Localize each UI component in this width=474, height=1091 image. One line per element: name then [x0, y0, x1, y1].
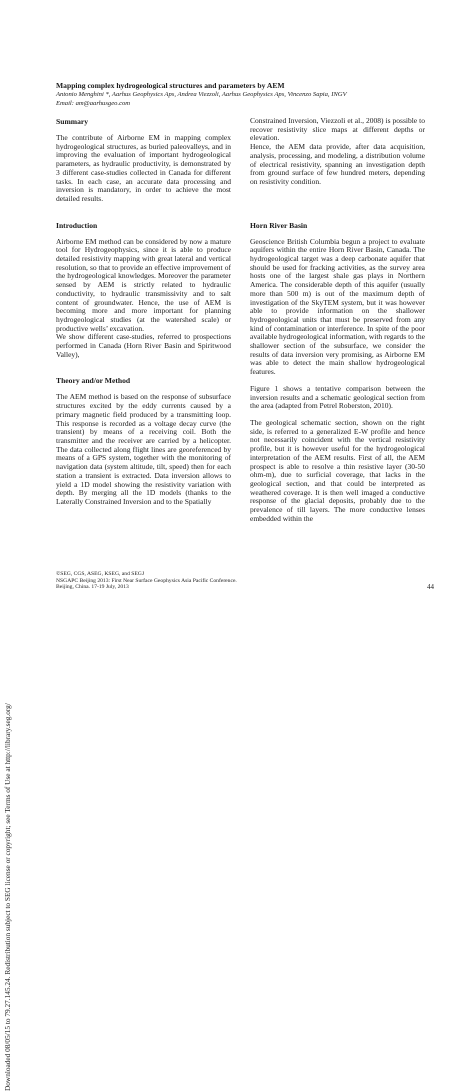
- download-notice-text: Downloaded 08/05/15 to 79.27.145.24. Redistribution subject to SEG license or copyright; see Terms of Use at http://library.seg.org/: [3, 703, 12, 1091]
- right-column: [250, 117, 425, 523]
- theory-paragraph: The AEM method is based on the response of subsurface structures excited by the eddy currents caused by a primary magnetic field produced by a transmitting loop. This response is recorded as a voltage decay curve (the transient) by means of a receiving coil. Both the transmitter and the receiver are carried by a helicopter. The data collected along flight lines are georeferenced by means of a GPS system, together with the monitoring of navigation data (system altitude, tilt, speed) then for each station a transient is extracted. Data inversion allows to yield a 1D model showing the resistivity variation with depth. By merging all the 1D models (thanks to the Laterally Constrained Inversion and to the Spatially: [56, 392, 231, 506]
- geological-section-paragraph: The geological schematic section, shown on the right side, is referred to a generalized E-W profile and hence not necessarily coincident with the vertical resistivity profile, but it is however useful for the hydrogeological interpretation of the AEM results. First of all, the AEM prospect is able to resolve a thin resistive layer (30-50 ohm-m), due to surficial coverage, that lacks in the geological section, and that could be interpreted as weathered coverage. It is then well imaged a conductive response of the glacial deposits, probably due to the prevalence of till layers. The more conductive lenses embedded within the: [250, 417, 425, 523]
- location-line: Beijing, China. 17-19 July, 2013: [56, 584, 129, 591]
- introduction-paragraph-1: Airborne EM method can be considered by now a mature tool for Hydrogeophysics, since it is able to produce detailed resistivity mapping with great lateral and vertical resolution, so that to provide an effective improvement of the hydrogeological knowledges. Moreover the parameter sensed by AEM is strictly related to hydraulic conductivity, to hydraulic transmissivity and to salt content of groundwater. Hence, the use of AEM is becoming more and more important for planning hydrogeological studies (at the watershed scale) or productive wells’ excavation.: [56, 236, 231, 333]
- author-list: Antonio Menghini *, Aarhus Geophysics Aps, Andrea Viezzoli, Aarhus Geophysics Aps, Vincenzo Sapia, INGV: [56, 91, 347, 98]
- horn-river-heading: Horn River Basin: [250, 220, 308, 230]
- figure-reference-paragraph: Figure 1 shows a tentative comparison between the inversion results and a schematic geological section from the area (adapted from Petrel Roberston, 2010).: [250, 383, 425, 411]
- introduction-paragraph-2: We show different case-studies, referred to prospections performed in Canada (Horn River Basin and Spiritwood Valley),: [56, 332, 231, 359]
- left-column: [56, 117, 231, 507]
- page-number: 44: [427, 583, 434, 591]
- paper-header: [56, 81, 436, 108]
- paper-title: Mapping complex hydrogeological structures and parameters by AEM: [56, 81, 285, 90]
- download-notice-sidebar: [3, 60, 15, 1091]
- page-footer: [56, 571, 436, 591]
- author-email: Email: am@aarhusgeo.com: [56, 99, 131, 107]
- aem-data-paragraph: Hence, the AEM data provide, after data acquisition, analysis, processing, and modeling, a distribution volume of electrical resistivity, spanning an investigation depth from ground surface of few hundred meters, depending on resistivity condition.: [250, 142, 425, 186]
- summary-heading: Summary: [56, 117, 89, 126]
- continued-paragraph: Constrained Inversion, Viezzoli et al., 2008) is possible to recover resistivity slice maps at different depths or elevation.: [250, 116, 425, 143]
- horn-river-paragraph: Geoscience British Columbia begun a project to evaluate aquifers within the entire Horn River Basin, Canada. The hydrogeological target was a deep carbonate aquifer that should be used for fracking activities, as the survey area hosts one of the largest shale gas plays in Northern America. The considerable depth of this aquifer (usually more than 500 m) is out of the maximum depth of investigation of the SkyTEM system, but it was however able to provide information on the shallower hydrogeological units that must be preserved from any kind of contamination or interference. In spite of the poor available hydrogeological information, with regards to the shallower section of the subsurface, we consider the results of data inversion very promising, as Airborne EM was able to detect the main shallow hydrogeological features.: [250, 236, 425, 377]
- copyright-line: ©SEG, CGS, ASEG, KSEG, and SEGJ: [56, 571, 145, 577]
- theory-heading: Theory and/or Method: [56, 376, 131, 386]
- conference-line: NSGAPC Beijing 2013: First Near Surface Geophysics Asia Pacific Conference.: [56, 577, 237, 584]
- summary-paragraph: The contribute of Airborne EM in mapping complex hydrogeological structures, as buried paleovalleys, and in improving the evaluation of important hydrogeological parameters, as hydraulic productivity, is demonstrated by 3 different case-studies collected in Canada for different tasks. In each case, an accurate data processing and inversion is mandatory, in order to achieve the most detailed results.: [56, 133, 231, 203]
- introduction-heading: Introduction: [56, 220, 98, 230]
